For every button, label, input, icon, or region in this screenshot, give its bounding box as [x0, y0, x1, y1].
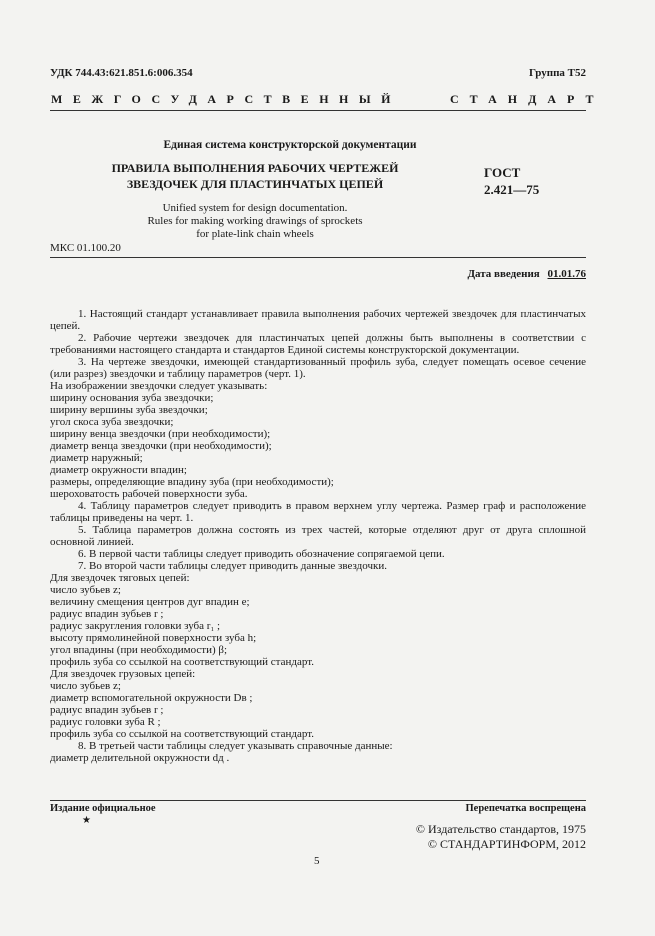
- paragraph: Для звездочек грузовых цепей:: [50, 668, 196, 680]
- paragraph: размеры, определяющие впадину зуба (при необходимости);: [50, 476, 334, 488]
- paragraph: число зубьев z;: [50, 680, 121, 692]
- group-code: Группа Т52: [528, 67, 586, 79]
- effective-date-label: Дата введения: [467, 268, 540, 280]
- english-line-1: Unified system for design documentation.: [162, 202, 348, 214]
- title-rule: [50, 257, 586, 258]
- header-rule: [50, 110, 586, 111]
- udk-code: УДК 744.43:621.851.6:006.354: [50, 67, 193, 79]
- system-title: Единая система конструкторской документации: [163, 139, 417, 151]
- edition-label: Издание официальное: [50, 803, 156, 814]
- gost-number: 2.421—75: [484, 182, 540, 197]
- document-title: [78, 160, 432, 192]
- gost-label: ГОСТ: [484, 165, 521, 180]
- paragraph: На изображении звездочки следует указывать:: [50, 380, 268, 392]
- reprint-label: Перепечатка воспрещена: [465, 803, 586, 814]
- paragraph: 6. В первой части таблицы следует приводить обозначение сопрягаемой цепи.: [78, 548, 445, 560]
- paragraph: 1. Настоящий стандарт устанавливает правила выполнения рабочих чертежей звездочек для пластинчатых цепей.: [50, 308, 586, 332]
- banner-standard: СТАНДАРТ: [450, 92, 605, 106]
- paragraph: профиль зуба со ссылкой на соответствующий стандарт.: [50, 656, 314, 668]
- title-line-1: ПРАВИЛА ВЫПОЛНЕНИЯ РАБОЧИХ ЧЕРТЕЖЕЙ: [111, 161, 399, 175]
- star-icon: ★: [82, 815, 91, 826]
- paragraph: число зубьев z;: [50, 584, 121, 596]
- paragraph: 3. На чертеже звездочки, имеющей стандартизованный профиль зуба, следует помещать осевое сечение (или разрез) звездочки и таблицу параметров (черт. 1).: [50, 356, 586, 380]
- paragraph: ширину основания зуба звездочки;: [50, 392, 214, 404]
- paragraph: угол скоса зуба звездочки;: [50, 416, 174, 428]
- mks-code: МКС 01.100.20: [50, 242, 121, 254]
- banner-interstate: МЕЖГОСУДАРСТВЕННЫЙ: [51, 92, 401, 106]
- paragraph: радиус впадин зубьев r ;: [50, 704, 164, 716]
- paragraph: радиус головки зуба R ;: [50, 716, 161, 728]
- effective-date-value: 01.01.76: [547, 268, 586, 280]
- paragraph: Для звездочек тяговых цепей:: [50, 572, 190, 584]
- body-text: [50, 308, 586, 764]
- paragraph: угол впадины (при необходимости) β;: [50, 644, 228, 656]
- paragraph: ширину вершины зуба звездочки;: [50, 404, 208, 416]
- paragraph: 5. Таблица параметров должна состоять из трех частей, которые отделяют друг от друга сплошной основной линией.: [50, 524, 586, 548]
- paragraph: величину смещения центров дуг впадин e;: [50, 596, 250, 608]
- paragraph: ширину венца звездочки (при необходимости);: [50, 428, 271, 440]
- copyright-block: [416, 822, 586, 852]
- footer-rule: [50, 800, 586, 801]
- english-line-2: Rules for making working drawings of sprockets: [147, 215, 363, 227]
- effective-date: [467, 268, 586, 281]
- english-title: [78, 202, 432, 241]
- paragraph: профиль зуба со ссылкой на соответствующий стандарт.: [50, 728, 314, 740]
- copyright-1: © Издательство стандартов, 1975: [415, 822, 586, 836]
- paragraph: 2. Рабочие чертежи звездочек для пластинчатых цепей должны быть выполнены в соответствии с требованиями настоящего стандарта и стандартов Единой системы конструкторской документации.: [50, 332, 586, 356]
- english-line-3: for plate-link chain wheels: [196, 228, 314, 240]
- paragraph: радиус закругления головки зуба r₁ ;: [50, 620, 221, 632]
- paragraph: диаметр венца звездочки (при необходимости);: [50, 440, 272, 452]
- paragraph: высоту прямолинейной поверхности зуба h;: [50, 632, 257, 644]
- paragraph: радиус впадин зубьев r ;: [50, 608, 164, 620]
- gost-block: [484, 164, 539, 198]
- page-number: 5: [314, 855, 320, 867]
- paragraph: 8. В третьей части таблицы следует указывать справочные данные:: [78, 740, 393, 752]
- paragraph: диаметр делительной окружности dд .: [50, 752, 230, 764]
- paragraph: шероховатость рабочей поверхности зуба.: [50, 488, 248, 500]
- paragraph: 7. Во второй части таблицы следует приводить данные звездочки.: [78, 560, 387, 572]
- copyright-2: © СТАНДАРТИНФОРМ, 2012: [427, 837, 586, 851]
- paragraph: 4. Таблицу параметров следует приводить в правом верхнем углу чертежа. Размер граф и расположение таблицы приведены на черт. 1.: [50, 500, 586, 524]
- paragraph: диаметр наружный;: [50, 452, 143, 464]
- title-line-2: ЗВЕЗДОЧЕК ДЛЯ ПЛАСТИНЧАТЫХ ЦЕПЕЙ: [126, 177, 384, 191]
- paragraph: диаметр окружности впадин;: [50, 464, 187, 476]
- paragraph: диаметр вспомогательной окружности Dв ;: [50, 692, 253, 704]
